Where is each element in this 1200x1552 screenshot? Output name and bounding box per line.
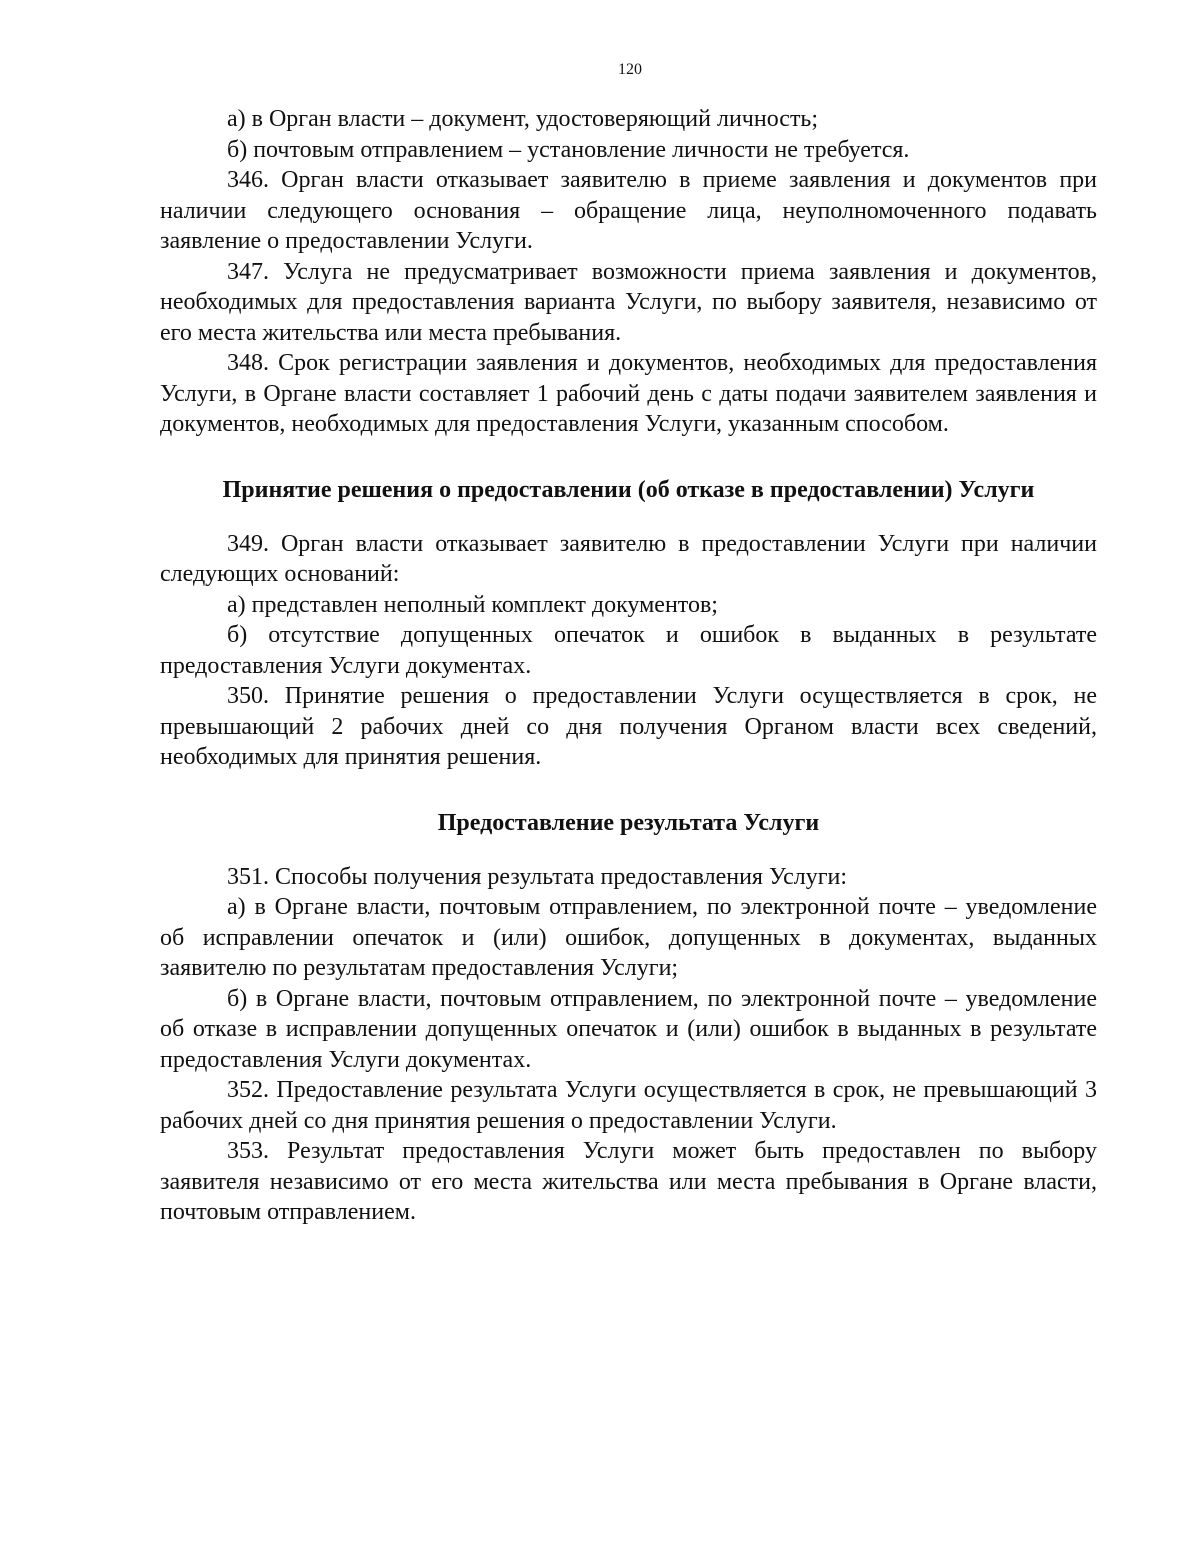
paragraph-347: 347. Услуга не предусматривает возможности приема заявления и документов, необходимых для предоставления варианта Услуги, по выбору заявителя, независимо от его места жительства или места пребывания.: [160, 258, 1097, 346]
page-number: 120: [618, 61, 642, 78]
paragraph-353: 353. Результат предоставления Услуги может быть предоставлен по выбору заявителя независимо от его места жительства или места пребывания в Органе власти, почтовым отправлением.: [160, 1138, 1097, 1225]
paragraph-351-a: а) в Органе власти, почтовым отправлением, по электронной почте – уведомление об исправлении опечаток и (или) ошибок, допущенных в документах, выданных заявителю по результатам предоставления Услуги;: [160, 894, 1097, 981]
paragraph-a-identity: а) в Орган власти – документ, удостоверяющий личность;: [227, 106, 819, 132]
paragraph-b-mail: б) почтовым отправлением – установление личности не требуется.: [227, 136, 910, 163]
paragraph-346: 346. Орган власти отказывает заявителю в приеме заявления и документов при наличии следующего основания – обращение лица, неуполномоченного подавать заявление о предоставлении Услуги.: [160, 167, 1097, 254]
document-body: [160, 104, 1097, 1228]
paragraph-351-b: б) в Органе власти, почтовым отправлением, по электронной почте – уведомление об отказе в исправлении допущенных опечаток и (или) ошибок в выданных в результате предоставления Услуги документах.: [160, 985, 1097, 1073]
paragraph-349-a: а) представлен неполный комплект документов;: [227, 591, 718, 618]
section-heading-result: Предоставление результата Услуги: [437, 809, 820, 836]
paragraph-348: 348. Срок регистрации заявления и документов, необходимых для предоставления Услуги, в Органе власти составляет 1 рабочий день с даты подачи заявителем заявления и документов, необходимых для предоставления Услуги, указанным способом.: [160, 350, 1097, 437]
paragraph-352: 352. Предоставление результата Услуги осуществляется в срок, не превышающий 3 рабочих дней со дня принятия решения о предоставлении Услуги.: [160, 1077, 1097, 1134]
section-heading-decision: Принятие решения о предоставлении (об отказе в предоставлении) Услуги: [222, 476, 1035, 503]
paragraph-351: 351. Способы получения результата предоставления Услуги:: [227, 863, 848, 890]
paragraph-349-b: б) отсутствие допущенных опечаток и ошибок в выданных в результате предоставления Услуги документах.: [160, 622, 1097, 679]
paragraph-350: 350. Принятие решения о предоставлении Услуги осуществляется в срок, не превышающий 2 рабочих дней со дня получения Органом власти всех сведений, необходимых для принятия решения.: [160, 683, 1097, 770]
paragraph-349: 349. Орган власти отказывает заявителю в предоставлении Услуги при наличии следующих оснований:: [160, 530, 1097, 587]
